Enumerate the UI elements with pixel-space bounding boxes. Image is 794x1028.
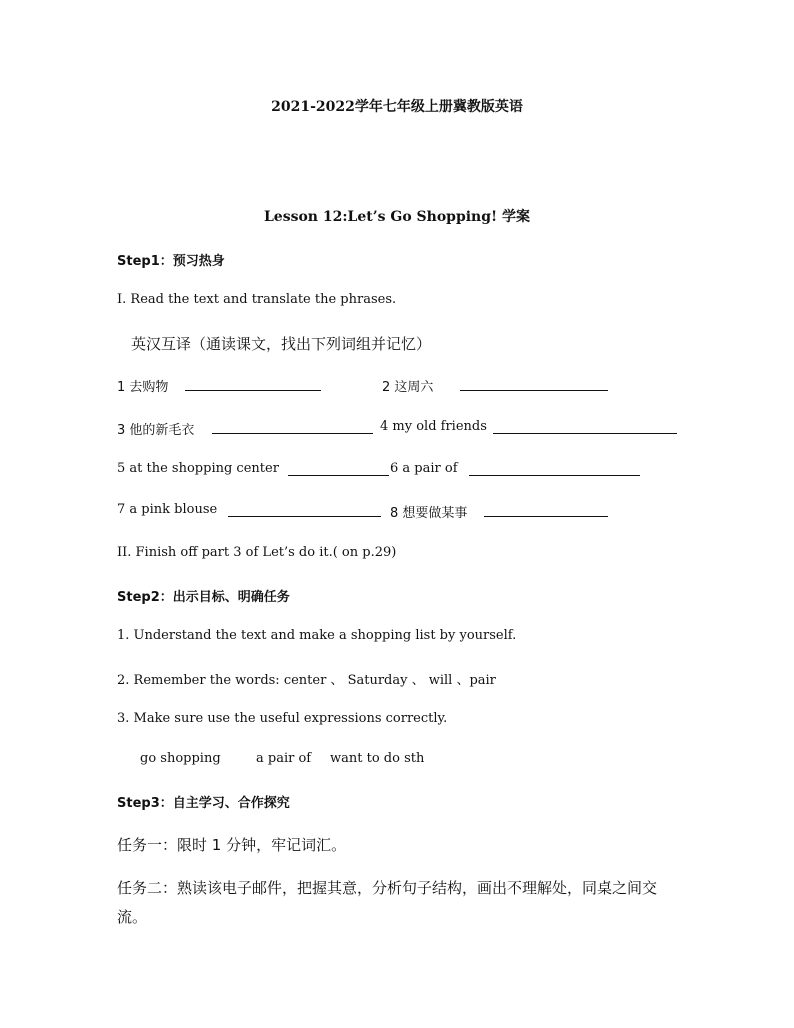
step3-task1: 任务一：限时 1 分钟，牢记词汇。 — [117, 836, 347, 854]
answer-blank-8[interactable] — [484, 502, 608, 517]
goal-2: 2. Remember the words: center 、 Saturday 、 will 、pair — [117, 673, 496, 688]
expression-3: want to do sth — [330, 751, 425, 766]
step1-task2: II. Finish off part 3 of Let’s do it.( on p.29) — [117, 545, 397, 560]
answer-blank-5[interactable] — [288, 461, 389, 476]
phrase-item-4: 4 my old friends — [380, 419, 487, 434]
expression-2: a pair of — [256, 751, 312, 766]
phrase-item-5: 5 at the shopping center — [117, 461, 279, 476]
step3-task2-line2: 流。 — [117, 908, 148, 926]
phrase-item-3: 3 他的新毛衣 — [117, 423, 195, 438]
phrase-item-2: 2 这周六 — [382, 380, 434, 395]
answer-blank-2[interactable] — [460, 376, 608, 391]
answer-blank-3[interactable] — [212, 419, 373, 434]
phrase-item-6: 6 a pair of — [390, 461, 458, 476]
step1-subtitle: 英汉互译（通读课文，找出下列词组并记忆） — [131, 335, 432, 353]
document-title: 2021-2022学年七年级上册冀教版英语 — [271, 99, 523, 115]
answer-blank-1[interactable] — [185, 376, 321, 391]
answer-blank-6[interactable] — [469, 461, 640, 476]
expression-1: go shopping — [140, 751, 221, 766]
phrase-item-1: 1 去购物 — [117, 380, 169, 395]
answer-blank-7[interactable] — [228, 502, 381, 517]
step1-heading: Step1：预习热身 — [117, 254, 225, 269]
goal-1: 1. Understand the text and make a shopping list by yourself. — [117, 628, 517, 643]
step1-task1: I. Read the text and translate the phrases. — [117, 292, 397, 307]
phrase-item-8: 8 想要做某事 — [390, 506, 468, 521]
answer-blank-4[interactable] — [493, 419, 677, 434]
goal-3: 3. Make sure use the useful expressions correctly. — [117, 711, 448, 726]
step3-heading: Step3：自主学习、合作探究 — [117, 796, 290, 811]
lesson-title: Lesson 12:Let’s Go Shopping! 学案 — [263, 209, 531, 225]
step2-heading: Step2：出示目标、明确任务 — [117, 590, 290, 605]
step3-task2-line1: 任务二：熟读该电子邮件，把握其意，分析句子结构，画出不理解处，同桌之间交 — [117, 879, 658, 897]
phrase-item-7: 7 a pink blouse — [117, 502, 218, 517]
